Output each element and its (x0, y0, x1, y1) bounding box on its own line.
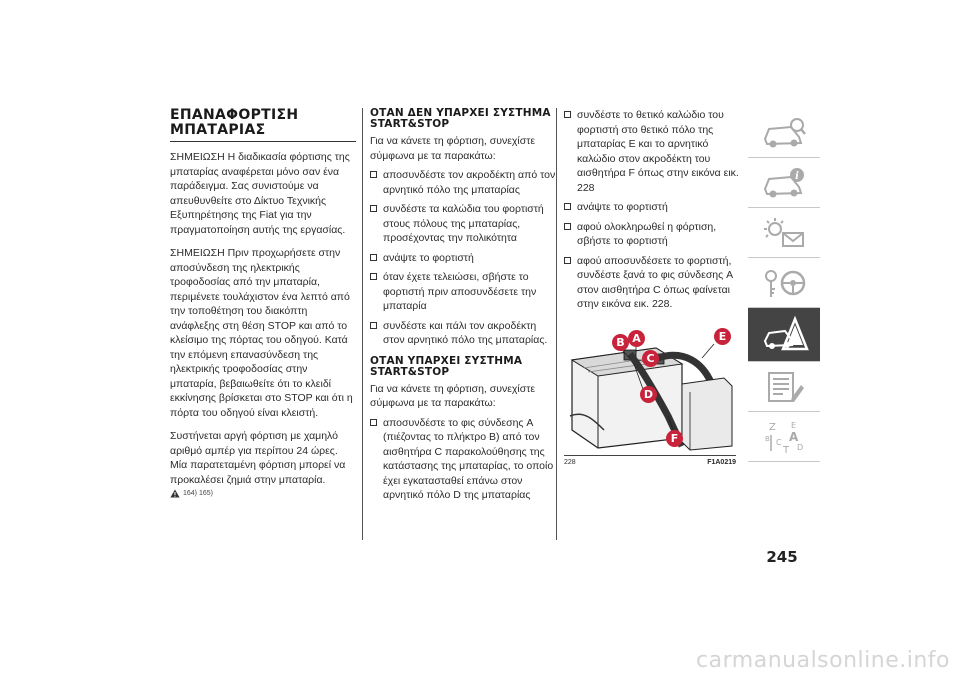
figure-code: F1A0219 (707, 458, 736, 466)
section-title: ΕΠΑΝΑΦΟΡΤΙΣΗ ΜΠΑΤΑΡΙΑΣ (170, 107, 299, 138)
list-item: αποσυνδέστε το φις σύνδεσης A (πιέζοντας το πλήκτρο B) από τον αισθητήρα C παρακολούθησης της κατάστασης της μπαταρίας, το οποίο έχει εγκατασταθεί επάνω στον αρνητικό πόλο D της μπαταρίας (370, 416, 556, 503)
figure-label-e: E (714, 328, 731, 345)
figure-caption (564, 459, 736, 466)
key-steering-icon (761, 267, 807, 299)
heading-no-start-stop: ΟΤΑΝ ΔΕΝ ΥΠΑΡΧΕΙ ΣΥΣΤΗΜΑ START&STOP (370, 107, 551, 130)
svg-text:i: i (795, 170, 799, 182)
note-paragraph-3: Συστήνεται αργή φόρτιση με χαμηλό αριθμό αμπέρ για περίπου 24 ώρες. Μία παρατεταμένη φόρτιση μπορεί να προκαλέσει ζημιά στην μπαταρία. (170, 430, 346, 486)
intro-no-start-stop: Για να κάνετε τη φόρτιση, συνεχίστε σύμφωνα με τα παρακάτω: (370, 135, 536, 162)
figure-label-a: A (628, 330, 645, 347)
sidebar-item-index[interactable] (748, 412, 820, 462)
list-item: αποσυνδέστε τον ακροδέκτη από τον αρνητικό πόλο της μπαταρίας (370, 168, 556, 197)
figure-divider (564, 455, 736, 456)
checkbox-bullet-icon (564, 203, 571, 210)
intro-with-start-stop: Για να κάνετε τη φόρτιση, συνεχίστε σύμφωνα με τα παρακάτω: (370, 382, 536, 409)
index-letter: A (789, 429, 799, 444)
list-item: συνδέστε τα καλώδια του φορτιστή στους πόλους της μπαταρίας, προσέχοντας την πολικότητα (370, 202, 556, 246)
watermark: carmanualsonline.info (696, 648, 950, 673)
list-item: αφού ολοκληρωθεί η φόρτιση, σβήστε το φορτιστή (564, 220, 742, 249)
page-number: 245 (766, 548, 798, 566)
list-item: ανάψτε το φορτιστή (370, 251, 556, 266)
column-divider-1 (362, 108, 363, 540)
lights-message-icon (761, 217, 807, 249)
column-battery-recharge (170, 108, 356, 498)
sidebar-item-dashboard[interactable] (748, 108, 820, 158)
figure-label-b: B (612, 334, 629, 351)
column-charging-steps-continued (564, 108, 742, 466)
sidebar-item-maintenance[interactable] (748, 362, 820, 412)
index-letter: D (797, 442, 804, 452)
column-divider-2 (556, 108, 557, 540)
index-letter: B (765, 434, 770, 443)
chapter-sidebar (748, 108, 820, 462)
list-item: συνδέστε και πάλι τον ακροδέκτη στον αρνητικό πόλο της μπαταρίας. (370, 319, 556, 348)
checkbox-bullet-icon (370, 171, 377, 178)
figure-label-c: C (642, 350, 659, 367)
index-letter: Z (769, 421, 776, 433)
list-item: ανάψτε το φορτιστή (564, 200, 742, 215)
index-letter: E (791, 420, 797, 430)
figure-battery-charging (564, 320, 736, 452)
warning-reference (170, 489, 356, 498)
checkbox-bullet-icon (564, 257, 571, 264)
checkbox-bullet-icon (564, 111, 571, 118)
index-letter: T (783, 444, 790, 455)
index-letter: C (776, 437, 782, 447)
warning-refs-text: 164) 165) (183, 490, 213, 497)
warning-triangle-icon (170, 489, 180, 498)
car-info-icon (761, 167, 807, 199)
steps-no-start-stop (370, 168, 556, 348)
checkbox-bullet-icon (564, 223, 571, 230)
checkbox-bullet-icon (370, 419, 377, 426)
checkbox-bullet-icon (370, 254, 377, 261)
sidebar-item-starting[interactable] (748, 258, 820, 308)
column-charging-steps (370, 108, 556, 511)
sidebar-item-emergency[interactable] (748, 308, 820, 362)
emergency-warning-icon (759, 315, 809, 355)
maintenance-list-icon (761, 371, 807, 403)
list-item: συνδέστε το θετικό καλώδιο του φορτιστή στο θετικό πόλο της μπαταρίας E και το αρνητικό καλώδιο στον ακροδέκτη του αισθητήρα F όπως στην εικόνα εικ. 228 (564, 108, 742, 195)
steps-continued (564, 108, 742, 312)
checkbox-bullet-icon (370, 322, 377, 329)
alphabet-index-icon (761, 419, 807, 455)
sidebar-item-info[interactable] (748, 158, 820, 208)
checkbox-bullet-icon (370, 273, 377, 280)
figure-label-f: F (666, 430, 683, 447)
sidebar-item-lights[interactable] (748, 208, 820, 258)
figure-label-d: D (640, 386, 657, 403)
figure-number: 228 (564, 458, 576, 466)
checkbox-bullet-icon (370, 205, 377, 212)
steps-with-start-stop (370, 416, 556, 503)
car-dashboard-icon (761, 117, 807, 149)
list-item: όταν έχετε τελειώσει, σβήστε το φορτιστή πριν αποσυνδέσετε την μπαταρία (370, 270, 556, 314)
heading-with-start-stop: ΟΤΑΝ ΥΠΑΡΧΕΙ ΣΥΣΤΗΜΑ START&STOP (370, 354, 523, 378)
list-item: αφού αποσυνδέσετε το φορτιστή, συνδέστε ξανά το φις σύνδεσης A στον αισθητήρα C όπως φαίνεται στην εικόνα εικ. 228. (564, 254, 742, 312)
title-divider (170, 141, 356, 142)
note-paragraph-1: ΣΗΜΕΙΩΣΗ Η διαδικασία φόρτισης της μπαταρίας αναφέρεται μόνο σαν ένα παράδειγμα. Σας συνιστούμε να απευθυνθείτε στο Δίκτυο Τεχνικής Εξυπηρέτησης της Fiat για την πραγματοποίηση αυτής της εργασίας. (170, 151, 350, 236)
note-paragraph-2: ΣΗΜΕΙΩΣΗ Πριν προχωρήσετε στην αποσύνδεση της ηλεκτρικής τροφοδοσίας από την μπαταρία, περιμένετε τουλάχιστον ένα λεπτό από την τοποθέτηση του διακόπτη ανάφλεξης στη θέση STOP και από το κλείσιμο της πόρτας του οδηγού. Κατά την επόμενη επανασύνδεση της ηλεκτρικής τροφοδοσίας στην μπαταρία, βεβαιωθείτε ότι το κλειδί εκκίνησης βρίσκεται στο STOP και ότι η πόρτα του οδηγού είναι κλειστή. (170, 247, 353, 419)
